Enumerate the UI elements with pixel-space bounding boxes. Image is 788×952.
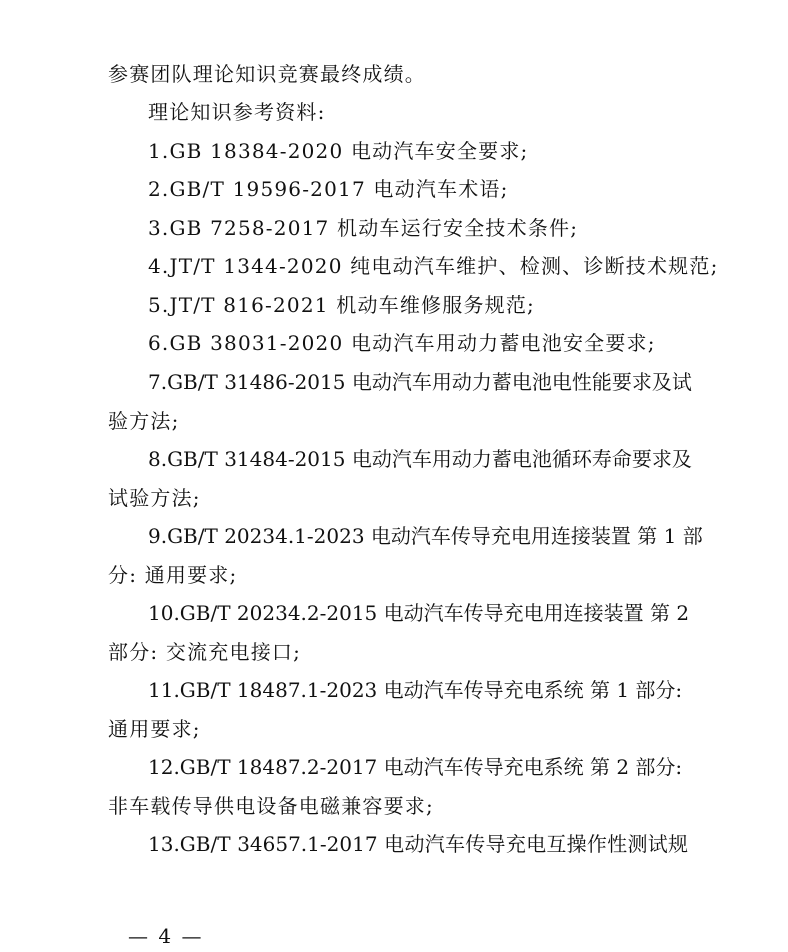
reference-item-8-line-2: 试验方法; bbox=[108, 486, 201, 510]
reference-item-11-line-2: 通用要求; bbox=[108, 717, 201, 741]
reference-item-3: 3.GB 7258-2017 机动车运行安全技术条件; bbox=[148, 216, 579, 240]
reference-item-11-line-1: 11.GB/T 18487.1-2023 电动汽车传导充电系统 第 1 部分: bbox=[148, 678, 683, 702]
reference-item-4: 4.JT/T 1344-2020 纯电动汽车维护、检测、诊断技术规范; bbox=[148, 254, 719, 278]
reference-item-12-line-2: 非车载传导供电设备电磁兼容要求; bbox=[108, 794, 434, 818]
reference-item-10-line-1: 10.GB/T 20234.2-2015 电动汽车传导充电用连接装置 第 2 bbox=[148, 601, 690, 625]
reference-item-6: 6.GB 38031-2020 电动汽车用动力蓄电池安全要求; bbox=[148, 331, 656, 355]
page-number: — 4 — bbox=[128, 924, 204, 948]
reference-item-9-line-1: 9.GB/T 20234.1-2023 电动汽车传导充电用连接装置 第 1 部 bbox=[148, 524, 703, 548]
reference-item-10-line-2: 部分: 交流充电接口; bbox=[108, 640, 302, 664]
reference-item-7-line-2: 验方法; bbox=[108, 409, 180, 433]
reference-item-1: 1.GB 18384-2020 电动汽车安全要求; bbox=[148, 139, 529, 163]
reference-item-5: 5.JT/T 816-2021 机动车维修服务规范; bbox=[148, 293, 536, 317]
reference-item-12-line-1: 12.GB/T 18487.2-2017 电动汽车传导充电系统 第 2 部分: bbox=[148, 755, 683, 779]
reference-item-7-line-1: 7.GB/T 31486-2015 电动汽车用动力蓄电池电性能要求及试 bbox=[148, 370, 692, 394]
reference-item-13-line-1: 13.GB/T 34657.1-2017 电动汽车传导充电互操作性测试规 bbox=[148, 832, 688, 856]
reference-item-2: 2.GB/T 19596-2017 电动汽车术语; bbox=[148, 177, 509, 201]
references-heading: 理论知识参考资料: bbox=[148, 100, 326, 124]
reference-item-9-line-2: 分: 通用要求; bbox=[108, 563, 238, 587]
intro-tail-text: 参赛团队理论知识竞赛最终成绩。 bbox=[108, 62, 426, 86]
reference-item-8-line-1: 8.GB/T 31484-2015 电动汽车用动力蓄电池循环寿命要求及 bbox=[148, 447, 692, 471]
